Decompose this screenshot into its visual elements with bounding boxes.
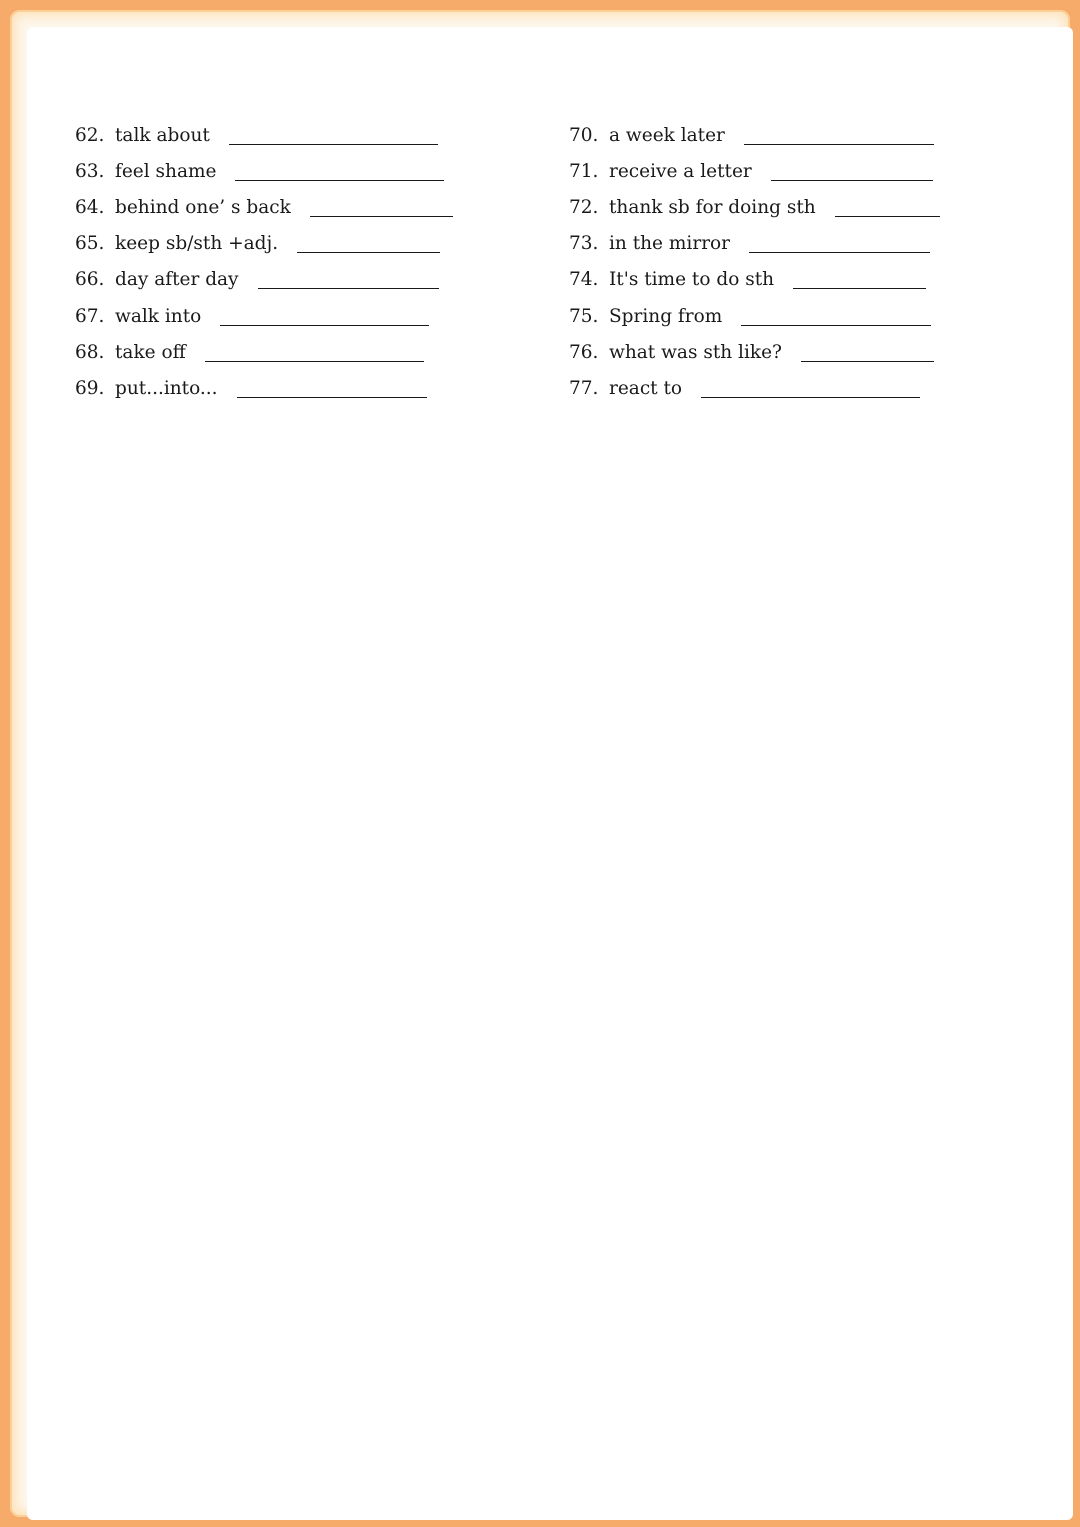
item-phrase: receive a letter (609, 160, 752, 182)
item-phrase: thank sb for doing sth (609, 196, 816, 218)
answer-blank[interactable] (749, 252, 930, 253)
list-item (569, 189, 940, 225)
item-phrase: what was sth like? (609, 341, 782, 363)
item-number: 75. (569, 305, 599, 327)
item-number: 62. (75, 124, 105, 146)
item-number: 66. (75, 269, 105, 291)
answer-blank[interactable] (744, 144, 934, 145)
list-item (569, 117, 940, 153)
answer-blank[interactable] (701, 397, 920, 398)
item-number: 71. (569, 160, 599, 182)
list-item (569, 153, 940, 189)
answer-blank[interactable] (793, 288, 926, 289)
answer-blank[interactable] (771, 180, 933, 181)
item-phrase: in the mirror (609, 233, 731, 255)
item-phrase: put...into... (115, 377, 218, 399)
item-phrase: react to (609, 377, 683, 399)
item-number: 63. (75, 160, 105, 182)
answer-blank[interactable] (235, 180, 444, 181)
item-phrase: keep sb/sth +adj. (115, 233, 279, 255)
answer-blank[interactable] (741, 325, 931, 326)
left-column (75, 117, 453, 407)
right-column (569, 117, 940, 407)
list-item (569, 226, 940, 262)
list-item (75, 189, 453, 225)
item-number: 69. (75, 377, 105, 399)
item-phrase: feel shame (115, 160, 217, 182)
item-phrase: behind one’ s back (115, 196, 291, 218)
item-phrase: walk into (115, 305, 202, 327)
list-item (569, 334, 940, 370)
item-phrase: Spring from (609, 305, 723, 327)
list-item (75, 334, 453, 370)
item-number: 73. (569, 233, 599, 255)
item-phrase: talk about (115, 124, 210, 146)
answer-blank[interactable] (835, 216, 940, 217)
item-phrase: take off (115, 341, 186, 363)
item-phrase: a week later (609, 124, 725, 146)
item-number: 76. (569, 341, 599, 363)
answer-blank[interactable] (297, 252, 440, 253)
item-number: 70. (569, 124, 599, 146)
list-item (75, 153, 453, 189)
list-item (569, 370, 940, 406)
answer-blank[interactable] (220, 325, 429, 326)
worksheet-page (27, 27, 1073, 1520)
item-phrase: It's time to do sth (609, 269, 775, 291)
item-number: 68. (75, 341, 105, 363)
answer-blank[interactable] (801, 361, 934, 362)
list-item (75, 262, 453, 298)
item-number: 65. (75, 233, 105, 255)
list-item (75, 298, 453, 334)
answer-blank[interactable] (205, 361, 424, 362)
item-number: 74. (569, 269, 599, 291)
item-number: 67. (75, 305, 105, 327)
list-item (75, 117, 453, 153)
item-number: 64. (75, 196, 105, 218)
item-number: 77. (569, 377, 599, 399)
list-item (75, 370, 453, 406)
answer-blank[interactable] (229, 144, 438, 145)
list-item (569, 262, 940, 298)
answer-blank[interactable] (237, 397, 427, 398)
list-item (569, 298, 940, 334)
item-phrase: day after day (115, 269, 239, 291)
answer-blank[interactable] (310, 216, 453, 217)
page-border-frame (10, 10, 1070, 1517)
list-item (75, 226, 453, 262)
item-number: 72. (569, 196, 599, 218)
answer-blank[interactable] (258, 288, 439, 289)
